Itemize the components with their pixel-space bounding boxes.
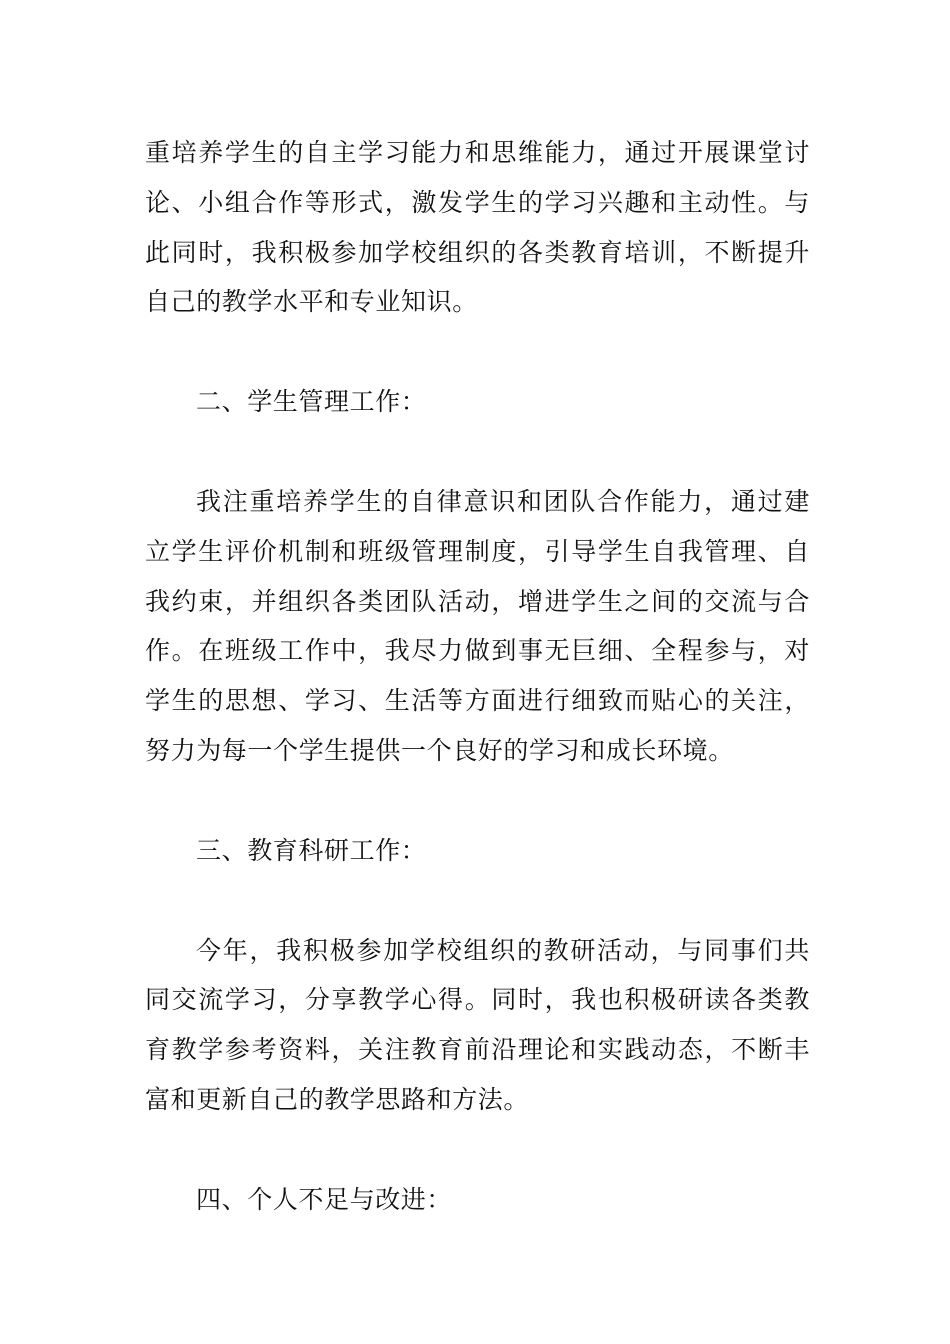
section-heading-student-management: 二、学生管理工作： <box>196 387 427 417</box>
paragraph-research: 今年，我积极参加学校组织的教研活动，与同事们共同交流学习，分享教学心得。同时，我也积极研读各类教育教学参考资料，关注教育前沿理论和实践动态，不断丰富和更新自己的教学思路和方法。 <box>145 935 810 1114</box>
section-heading-research: 三、教育科研工作： <box>196 835 427 865</box>
paragraph-gap <box>145 327 810 377</box>
paragraph-gap <box>145 776 810 826</box>
paragraph-gap <box>145 1125 810 1175</box>
section-heading-shortcomings: 四、个人不足与改进： <box>196 1184 453 1214</box>
paragraph-gap <box>145 876 810 926</box>
paragraph-gap <box>145 427 810 477</box>
paragraph-student-management: 我注重培养学生的自律意识和团队合作能力，通过建立学生评价机制和班级管理制度，引导学生自我管理、自我约束，并组织各类团队活动，增进学生之间的交流与合作。在班级工作中，我尽力做到事无巨细、全程参与，对学生的思想、学习、生活等方面进行细致而贴心的关注，努力为每一个学生提供一个良好的学习和成长环境。 <box>145 486 810 765</box>
paragraph-teaching-continued: 重培养学生的自主学习能力和思维能力，通过开展课堂讨论、小组合作等形式，激发学生的学习兴趣和主动性。与此同时，我积极参加学校组织的各类教育培训，不断提升自己的教学水平和专业知识。 <box>145 138 810 317</box>
document-body <box>145 128 810 1225</box>
